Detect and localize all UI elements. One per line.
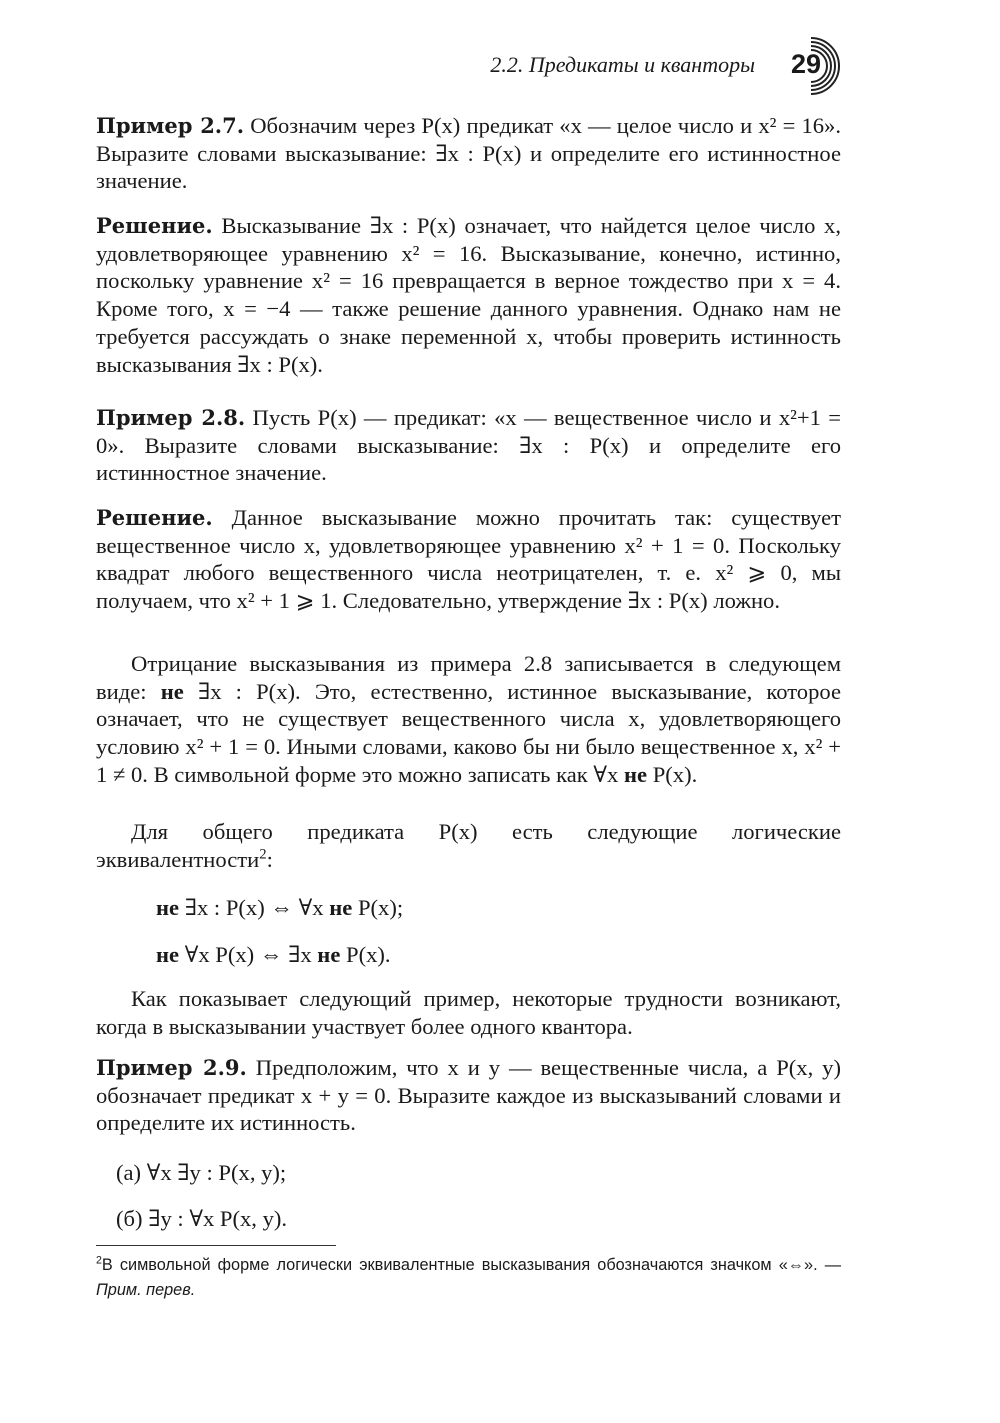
solution-2-7 [96, 212, 841, 378]
negation-paragraph [96, 650, 841, 789]
footnote-text: В символьной форме логически эквивалентные высказывания обозначаются значком «⇔». [101, 1256, 818, 1274]
example-2-7 [96, 112, 841, 195]
keyword-not: не [624, 761, 648, 787]
running-title: 2.2. Предикаты и кванторы [490, 52, 755, 77]
negation-formula-2a: ∀x [593, 761, 619, 787]
example-label: Пример 2.9. [96, 1055, 247, 1080]
example-text: Пусть P(x) — предикат: «x — вещественное число и x²+1 = 0». Выразите словами высказывание: ∃x : P(x) и определите его истинностное значение. [96, 405, 841, 486]
page-header [96, 42, 841, 90]
keyword-not: не [160, 678, 184, 704]
equivalence-2-left: ∀x P(x) ⇔ ∃x [184, 942, 312, 967]
page-number-badge [781, 34, 845, 98]
example-text: Предположим, что x и y — вещественные числа, а P(x, y) обозначает предикат x + y = 0. Выразите каждое из высказываний словами и определите их истинность. [96, 1055, 841, 1136]
footnote [96, 1253, 841, 1303]
example-label: Пример 2.8. [96, 405, 246, 430]
negation-text-1: Отрицание высказывания из примера 2.8 записывается в следующем виде: [96, 651, 841, 704]
footnote-mark: 2 [96, 1254, 102, 1267]
equivalences-text: Для общего предиката P(x) есть следующие логические эквивалентности [96, 819, 841, 872]
example-label: Пример 2.7. [96, 113, 245, 138]
equivalence-1 [156, 894, 403, 922]
negation-text-2: Это, естественно, истинное высказывание, которое означает, что не существует вещественного числа x, удовлетворяющего условию x² + 1 = 0. Иными словами, каково бы ни было вещественное x, x² + 1 ≠ 0. В символьной форме это можно записать как [96, 678, 842, 787]
keyword-not: не [329, 895, 353, 920]
keyword-not: не [156, 942, 180, 967]
item-a: (а) ∀x ∃y : P(x, y); [116, 1160, 287, 1185]
example-2-8 [96, 404, 841, 487]
equivalence-1-right: P(x); [357, 895, 404, 920]
example-text: Обозначим через P(x) предикат «x — целое число и x² = 16». Выразите словами высказывание: ∃x : P(x) и определите его истинностное значение. [96, 113, 841, 194]
solution-text: Высказывание ∃x : P(x) означает, что найдется целое число x, удовлетворяющее уравнению x² = 16. Высказывание, конечно, истинно, поскольку уравнение x² = 16 превращается в верное тождество при x = 4. Кроме того, x = −4 — также решение данного уравнения. Однако нам не требуется рассуждать о знаке переменной x, чтобы проверить истинность высказывания ∃x : P(x). [96, 213, 841, 377]
solution-2-8 [96, 504, 841, 615]
keyword-not: не [317, 942, 341, 967]
solution-text: Данное высказывание можно прочитать так: существует вещественное число x, удовлетворяющее уравнению x² + 1 = 0. Поскольку квадрат любого вещественного числа неотрицателен, т. е. x² ⩾ 0, мы получаем, что x² + 1 ⩾ 1. Следовательно, утверждение ∃x : P(x) ложно. [96, 505, 841, 614]
footnote-divider [96, 1245, 336, 1246]
negation-formula-2b: P(x). [652, 761, 698, 787]
item-b: (б) ∃y : ∀x P(x, y). [116, 1206, 288, 1231]
difficulties-text: Как показывает следующий пример, некоторые трудности возникают, когда в высказывании участвует более одного квантора. [96, 986, 841, 1039]
equivalences-paragraph: Для общего предиката P(x) есть следующие логические эквивалентности$^2$: [96, 819, 841, 872]
footnote-ref: 2 [259, 846, 267, 863]
negation-formula-1: ∃x : P(x). [197, 678, 301, 704]
equivalence-2-right: P(x). [346, 942, 391, 967]
difficulties-paragraph [96, 985, 841, 1040]
page-number: 29 [790, 49, 822, 79]
equivalence-1-left: ∃x : P(x) ⇔ ∀x [184, 895, 324, 920]
keyword-not: не [156, 895, 180, 920]
footnote-note: — Прим. перев. [96, 1256, 841, 1299]
solution-label: Решение. [96, 505, 213, 530]
solution-label: Решение. [96, 213, 213, 238]
example-2-9 [96, 1054, 841, 1137]
equivalence-2 [156, 941, 391, 969]
